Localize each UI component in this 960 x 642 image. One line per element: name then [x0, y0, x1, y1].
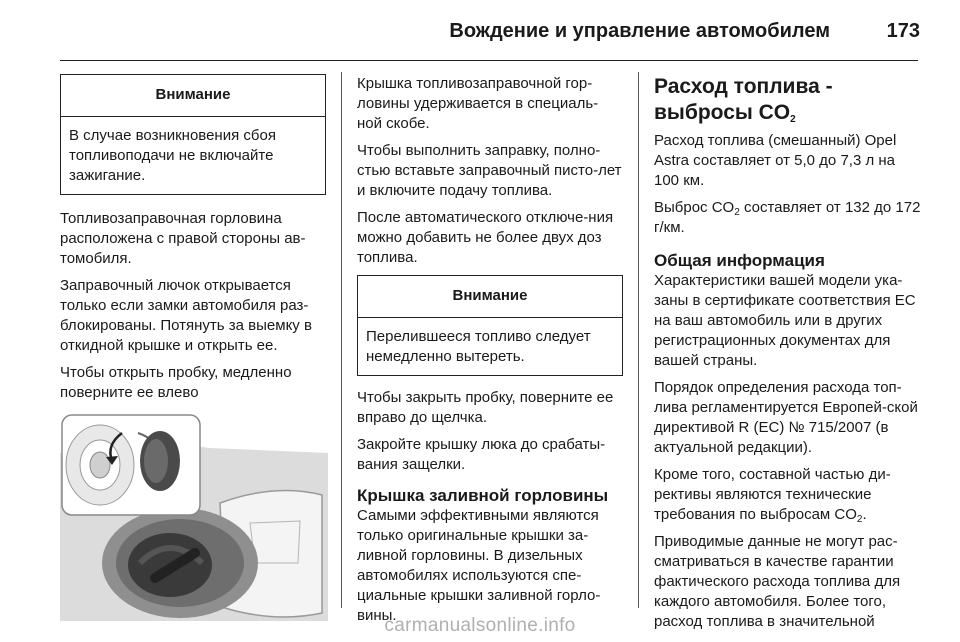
- fuel-cap-illustration: [60, 413, 328, 621]
- header-title: Вождение и управление автомобилем: [449, 20, 830, 42]
- paragraph-auto-shutoff: После автоматического отключе-ния можно добавить не более двух доз топлива.: [357, 209, 614, 266]
- column-1: [60, 74, 326, 621]
- warning-box-ignition: [60, 74, 326, 195]
- paragraph-directive: Порядок определения расхода топ-лива регламентируется Европей-ской директивой R (EC) № 715/2007 (в актуальной редакции).: [654, 379, 918, 456]
- paragraph-open-cap: Чтобы открыть пробку, медленно поверните ее влево: [60, 364, 292, 401]
- warning-box-spill: [357, 275, 623, 376]
- paragraph-consumption-range: Расход топлива (смешанный) Opel Astra составляет от 5,0 до 7,3 л на 100 км.: [654, 132, 897, 189]
- column-2: [357, 74, 623, 633]
- co2-text-pre: Выброс CO: [654, 199, 735, 216]
- requirements-text-post: .: [862, 506, 867, 523]
- watermark: carmanualsonline.info: [384, 615, 576, 636]
- heading-line-2: выбросы CO: [654, 101, 791, 124]
- paragraph-close-flap: Закройте крышку люка до срабаты-вания защелки.: [357, 436, 606, 473]
- section-heading-general-info: Общая информация: [654, 251, 825, 270]
- section-heading-filler-cap: Крышка заливной горловины: [357, 486, 609, 505]
- column-divider-1: [341, 72, 342, 608]
- column-3: [654, 74, 924, 639]
- paragraph-cap-holder: Крышка топливозаправочной гор-ловины удерживается в специаль-ной скобе.: [357, 75, 599, 132]
- paragraph-technical-requirements: [654, 465, 924, 525]
- warning-title: Внимание: [358, 276, 622, 318]
- co2-subscript: 2: [734, 207, 740, 218]
- paragraph-certificate: Характеристики вашей модели ука-заны в сертификате соответствия ЕС на ваш автомобиль или в других регистрационных документах для вашей страны.: [654, 272, 916, 369]
- fuel-cap-drawing: [60, 413, 328, 621]
- paragraph-close-cap: Чтобы закрыть пробку, поверните ее вправо до щелчка.: [357, 389, 614, 426]
- heading-subscript: 2: [790, 114, 796, 125]
- warning-text: В случае возникновения сбоя топливоподачи не включайте зажигание.: [69, 127, 276, 184]
- section-heading-consumption: [654, 74, 924, 126]
- paragraph-original-caps: Самыми эффективными являются только оригинальные крышки за-ливной горловины. В дизельных автомобилях используются спе-циальные крышки заливной горло-вины.: [357, 507, 601, 624]
- page-number: 173: [886, 20, 920, 42]
- heading-line-1: Расход топлива -: [654, 75, 833, 98]
- warning-title: Внимание: [61, 75, 325, 117]
- column-divider-2: [638, 72, 639, 608]
- paragraph-refuel: Чтобы выполнить заправку, полно-стью вставьте заправочный писто-лет и включите подачу топлива.: [357, 142, 622, 199]
- requirements-text-pre: Кроме того, составной частью ди-рективы являются технические требования по выбросам CO: [654, 466, 891, 523]
- paragraph-fuel-flap: Заправочный лючок открывается только если замки автомобиля раз-блокированы. Потянуть за выемку в откидной крышке и открыть ее.: [60, 277, 312, 354]
- requirements-subscript: 2: [856, 514, 863, 525]
- warning-text: Перелившееся топливо следует немедленно вытереть.: [366, 328, 591, 365]
- co2-text-post: составляет от 132 до 172 г/км.: [654, 199, 921, 236]
- paragraph-no-guarantee: Приводимые данные не могут рас-сматриваться в качестве гарантии фактического расхода топлива для каждого автомобиля. Более того, расход топлива в значительной: [654, 533, 901, 630]
- paragraph-filler-location: Топливозаправочная горловина расположена с правой стороны ав-томобиля.: [60, 210, 306, 267]
- header-rule: [60, 60, 918, 61]
- paragraph-co2-emission: [654, 198, 924, 238]
